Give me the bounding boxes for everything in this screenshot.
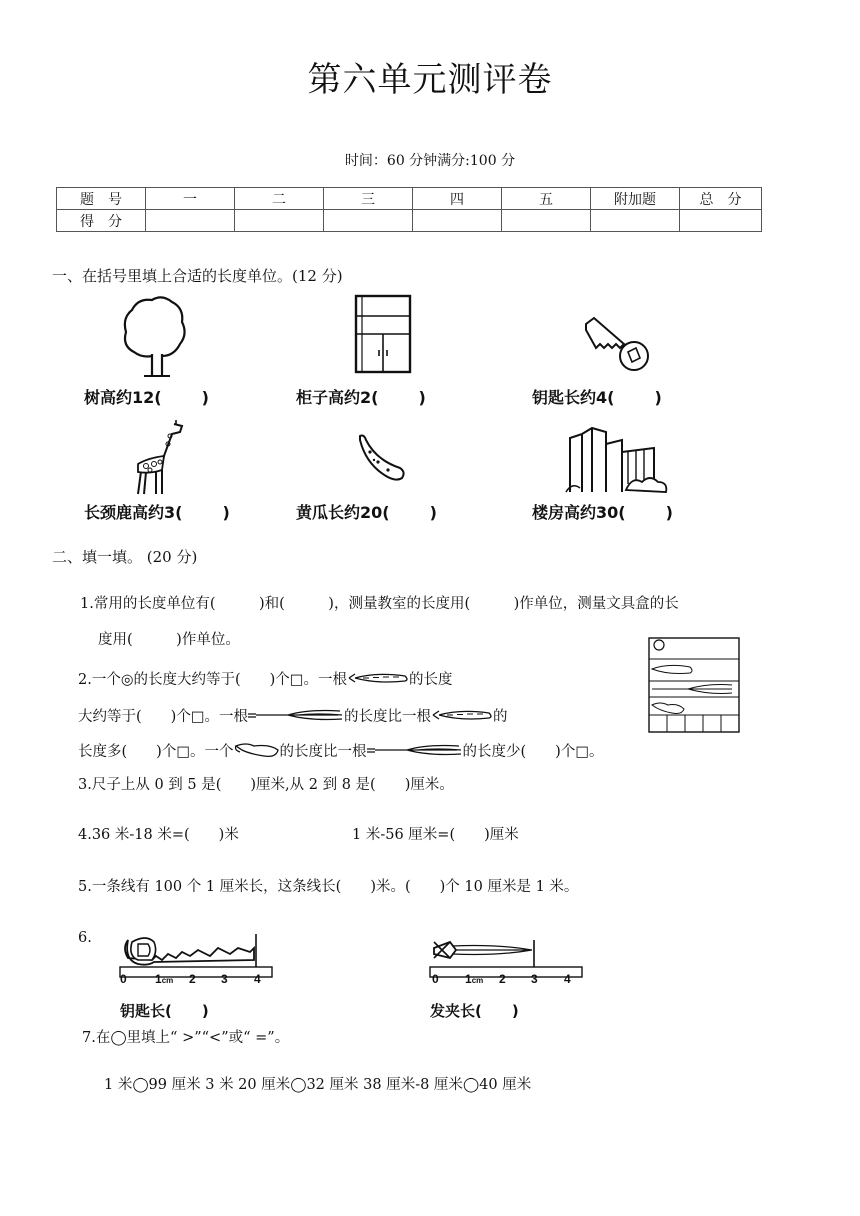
header-cell: 附加题	[591, 188, 680, 210]
ruler-tick-label: 4	[564, 972, 571, 986]
reference-grid-figure	[648, 637, 740, 733]
q6-key-caption: 钥匙长( )	[120, 1002, 209, 1020]
grass-icon	[367, 742, 463, 756]
ruler-tick-label: 3	[221, 972, 228, 986]
header-cell: 二	[235, 188, 324, 210]
ruler-tick-label: 0	[120, 972, 127, 986]
section1-heading: 一、在括号里填上合适的长度单位。(12 分)	[52, 267, 343, 285]
q6-clip-caption: 发夹长( )	[430, 1002, 519, 1020]
q1-line2: 度用( )作单位。	[98, 632, 240, 648]
q4-part-b: 1 米-56 厘米=( )厘米	[352, 827, 519, 843]
header-cell: 题 号	[57, 188, 146, 210]
header-cell: 五	[502, 188, 591, 210]
cabinet-icon	[352, 294, 414, 376]
section2-heading: 二、填一填。 (20 分)	[52, 548, 198, 566]
header-cell: 三	[324, 188, 413, 210]
bean-pod-icon	[431, 707, 493, 721]
header-cell: 总 分	[680, 188, 762, 210]
cucumber-icon	[356, 432, 408, 482]
score-cell[interactable]	[680, 210, 762, 232]
q7: 7.在◯里填上“ >”“<”或“ =”。	[82, 1030, 290, 1046]
header-cell: 一	[146, 188, 235, 210]
q1-line1: 1.常用的长度单位有( )和( )，测量教室的长度用( )作单位，测量文具盒的长	[80, 596, 679, 612]
q2-line-b: 大约等于( )个□。一根 的长度比一根 的	[78, 709, 508, 725]
item-cucumber: 黄瓜长约20( )	[296, 503, 437, 522]
item-tree: 树高约12( )	[84, 388, 209, 407]
ruler-tick-label: 4	[254, 972, 261, 986]
building-icon	[566, 424, 672, 494]
giraffe-icon	[130, 420, 188, 496]
header-cell: 四	[413, 188, 502, 210]
q6-number: 6.	[78, 930, 92, 946]
q3: 3.尺子上从 0 到 5 是( )厘米,从 2 到 8 是( )厘米。	[78, 777, 454, 793]
eggplant-icon	[234, 742, 280, 756]
ruler-tick-label: 0	[432, 972, 439, 986]
score-cell[interactable]	[502, 210, 591, 232]
item-giraffe: 长颈鹿高约3( )	[84, 503, 230, 522]
key-icon	[582, 316, 652, 374]
item-cabinet: 柜子高约2( )	[296, 388, 426, 407]
ruler-tick-label: 1cm	[155, 972, 174, 986]
q7-items: 1 米◯99 厘米 3 米 20 厘米◯32 厘米 38 厘米-8 厘米◯40 厘米	[104, 1077, 532, 1093]
ruler-tick-label: 1cm	[465, 972, 484, 986]
score-cell[interactable]	[146, 210, 235, 232]
page-title: 第六单元测评卷	[307, 60, 553, 100]
score-cell[interactable]	[235, 210, 324, 232]
score-cell[interactable]	[591, 210, 680, 232]
ruler-tick-label: 2	[499, 972, 506, 986]
row-label: 得 分	[57, 210, 146, 232]
exam-info: 时间：60 分钟满分:100 分	[344, 153, 516, 169]
score-table	[56, 187, 762, 232]
tree-icon	[118, 296, 190, 380]
grass-icon	[248, 707, 344, 721]
q4-part-a: 4.36 米-18 米=( )米	[78, 827, 239, 843]
score-cell[interactable]	[324, 210, 413, 232]
item-building: 楼房高约30( )	[532, 503, 673, 522]
q2-line-c: 长度多( )个□。一个 的长度比一根 的长度少( )个□。	[78, 744, 604, 760]
bean-pod-icon	[347, 670, 409, 684]
q2-line-a: 2.一个◎的长度大约等于( )个□。一根 的长度	[78, 672, 453, 688]
q5: 5.一条线有 100 个 1 厘米长，这条线长( )米。( )个 10 厘米是 1 米。	[78, 879, 579, 895]
score-table-header-row	[57, 188, 762, 210]
ruler-tick-label: 2	[189, 972, 196, 986]
ruler-tick-label: 3	[531, 972, 538, 986]
score-table-score-row	[57, 210, 762, 232]
score-cell[interactable]	[413, 210, 502, 232]
item-key: 钥匙长约4( )	[532, 388, 662, 407]
